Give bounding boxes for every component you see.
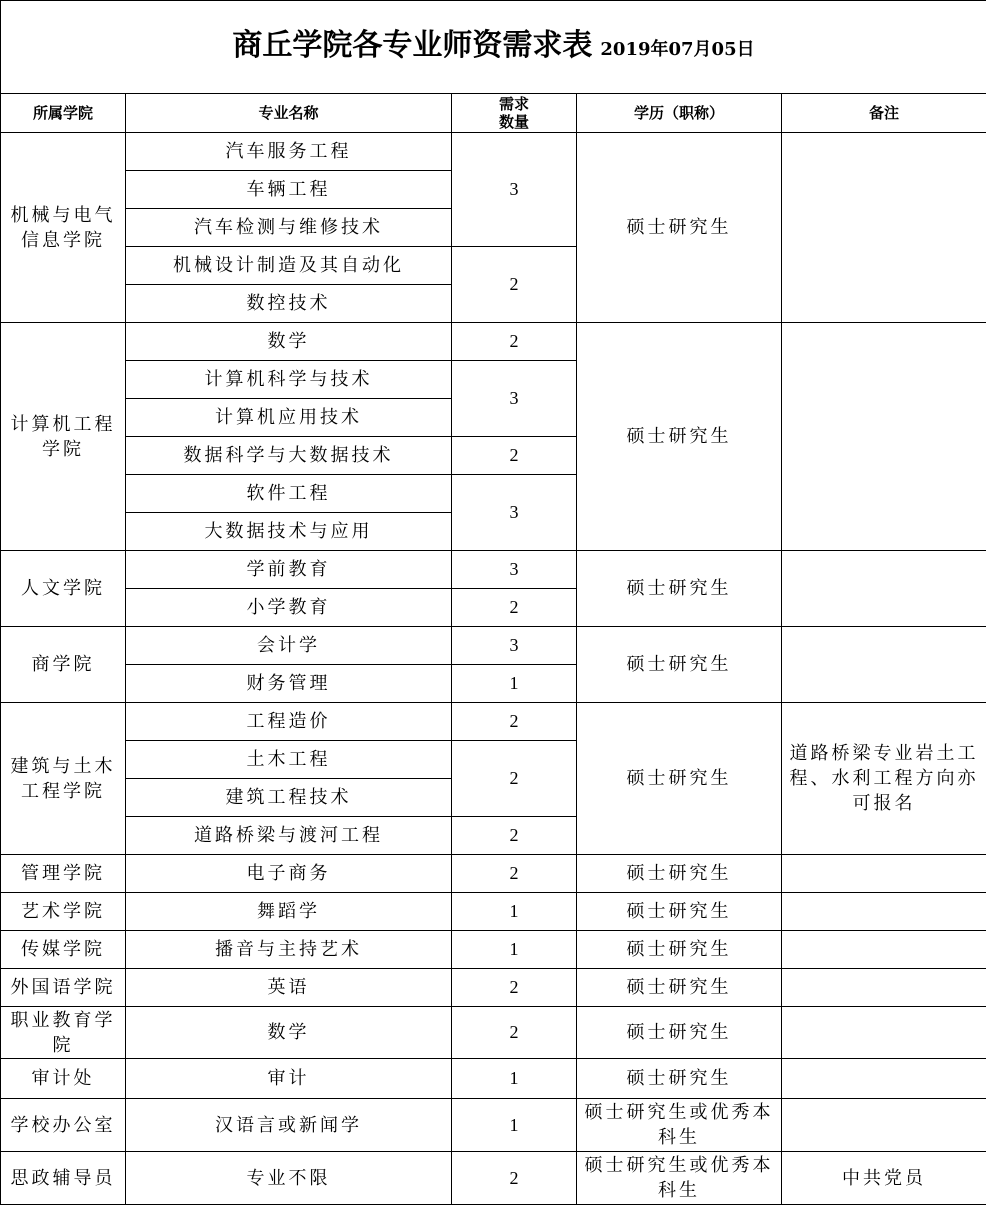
note-cell bbox=[782, 969, 986, 1007]
college-cell: 人文学院 bbox=[1, 551, 126, 627]
major-cell: 财务管理 bbox=[126, 665, 452, 703]
table-row bbox=[1, 1152, 986, 1205]
major-cell: 学前教育 bbox=[126, 551, 452, 589]
header-count-line2: 数量 bbox=[498, 113, 529, 131]
title-date: 2019年07月05日 bbox=[600, 38, 755, 60]
table-row bbox=[1, 931, 986, 969]
header-note: 备注 bbox=[782, 94, 986, 133]
header-degree: 学历（职称） bbox=[577, 94, 782, 133]
table-row bbox=[1, 1059, 986, 1099]
header-row bbox=[1, 94, 986, 133]
count-cell: 2 bbox=[452, 817, 577, 855]
header-college: 所属学院 bbox=[1, 94, 126, 133]
count-cell: 1 bbox=[452, 665, 577, 703]
degree-cell: 硕士研究生 bbox=[577, 969, 782, 1007]
degree-cell: 硕士研究生 bbox=[577, 323, 782, 551]
major-cell: 工程造价 bbox=[126, 703, 452, 741]
college-cell: 思政辅导员 bbox=[1, 1152, 126, 1205]
major-cell: 审计 bbox=[126, 1059, 452, 1099]
major-cell: 专业不限 bbox=[126, 1152, 452, 1205]
note-cell bbox=[782, 323, 986, 551]
degree-cell: 硕士研究生 bbox=[577, 703, 782, 855]
major-cell: 计算机应用技术 bbox=[126, 399, 452, 437]
count-cell: 2 bbox=[452, 437, 577, 475]
major-cell: 计算机科学与技术 bbox=[126, 361, 452, 399]
table-title bbox=[1, 1, 986, 94]
major-cell: 数控技术 bbox=[126, 285, 452, 323]
count-cell: 3 bbox=[452, 627, 577, 665]
count-cell: 2 bbox=[452, 589, 577, 627]
degree-cell: 硕士研究生 bbox=[577, 855, 782, 893]
note-cell bbox=[782, 1099, 986, 1152]
table-row bbox=[1, 893, 986, 931]
degree-cell: 硕士研究生 bbox=[577, 893, 782, 931]
major-cell: 道路桥梁与渡河工程 bbox=[126, 817, 452, 855]
table-row bbox=[1, 133, 986, 171]
note-cell bbox=[782, 893, 986, 931]
note-cell bbox=[782, 855, 986, 893]
note-cell bbox=[782, 551, 986, 627]
major-cell: 数学 bbox=[126, 323, 452, 361]
college-cell: 审计处 bbox=[1, 1059, 126, 1099]
count-cell: 2 bbox=[452, 323, 577, 361]
degree-cell: 硕士研究生或优秀本科生 bbox=[577, 1099, 782, 1152]
major-cell: 汽车检测与维修技术 bbox=[126, 209, 452, 247]
college-cell: 职业教育学院 bbox=[1, 1007, 126, 1059]
major-cell: 数据科学与大数据技术 bbox=[126, 437, 452, 475]
college-cell: 艺术学院 bbox=[1, 893, 126, 931]
count-cell: 1 bbox=[452, 1059, 577, 1099]
major-cell: 车辆工程 bbox=[126, 171, 452, 209]
major-cell: 软件工程 bbox=[126, 475, 452, 513]
degree-cell: 硕士研究生 bbox=[577, 1059, 782, 1099]
degree-cell: 硕士研究生 bbox=[577, 551, 782, 627]
major-cell: 电子商务 bbox=[126, 855, 452, 893]
table-row bbox=[1, 855, 986, 893]
major-cell: 汽车服务工程 bbox=[126, 133, 452, 171]
count-cell: 3 bbox=[452, 551, 577, 589]
count-cell: 2 bbox=[452, 1007, 577, 1059]
count-cell: 3 bbox=[452, 475, 577, 551]
count-cell: 2 bbox=[452, 247, 577, 323]
college-cell: 学校办公室 bbox=[1, 1099, 126, 1152]
note-cell bbox=[782, 931, 986, 969]
college-cell: 建筑与土木工程学院 bbox=[1, 703, 126, 855]
table-row bbox=[1, 703, 986, 741]
table-row bbox=[1, 1099, 986, 1152]
degree-cell: 硕士研究生 bbox=[577, 931, 782, 969]
degree-cell: 硕士研究生 bbox=[577, 133, 782, 323]
count-cell: 2 bbox=[452, 855, 577, 893]
major-cell: 建筑工程技术 bbox=[126, 779, 452, 817]
table-row bbox=[1, 969, 986, 1007]
table-row bbox=[1, 551, 986, 589]
major-cell: 机械设计制造及其自动化 bbox=[126, 247, 452, 285]
count-cell: 1 bbox=[452, 893, 577, 931]
major-cell: 播音与主持艺术 bbox=[126, 931, 452, 969]
major-cell: 大数据技术与应用 bbox=[126, 513, 452, 551]
table-row bbox=[1, 627, 986, 665]
count-cell: 1 bbox=[452, 931, 577, 969]
note-cell bbox=[782, 627, 986, 703]
count-cell: 2 bbox=[452, 969, 577, 1007]
count-cell: 3 bbox=[452, 361, 577, 437]
college-cell: 外国语学院 bbox=[1, 969, 126, 1007]
college-cell: 管理学院 bbox=[1, 855, 126, 893]
note-cell: 中共党员 bbox=[782, 1152, 986, 1205]
degree-cell: 硕士研究生或优秀本科生 bbox=[577, 1152, 782, 1205]
degree-cell: 硕士研究生 bbox=[577, 627, 782, 703]
table-row bbox=[1, 323, 986, 361]
major-cell: 土木工程 bbox=[126, 741, 452, 779]
header-count bbox=[452, 94, 577, 133]
note-cell: 道路桥梁专业岩土工程、水利工程方向亦可报名 bbox=[782, 703, 986, 855]
table-row bbox=[1, 1007, 986, 1059]
college-cell: 机械与电气信息学院 bbox=[1, 133, 126, 323]
header-count-line1: 需求 bbox=[498, 95, 529, 113]
college-cell: 计算机工程学院 bbox=[1, 323, 126, 551]
college-cell: 商学院 bbox=[1, 627, 126, 703]
note-cell bbox=[782, 1059, 986, 1099]
major-cell: 会计学 bbox=[126, 627, 452, 665]
note-cell bbox=[782, 133, 986, 323]
major-cell: 汉语言或新闻学 bbox=[126, 1099, 452, 1152]
major-cell: 数学 bbox=[126, 1007, 452, 1059]
count-cell: 2 bbox=[452, 703, 577, 741]
major-cell: 舞蹈学 bbox=[126, 893, 452, 931]
degree-cell: 硕士研究生 bbox=[577, 1007, 782, 1059]
header-major: 专业名称 bbox=[126, 94, 452, 133]
count-cell: 2 bbox=[452, 741, 577, 817]
note-cell bbox=[782, 1007, 986, 1059]
college-cell: 传媒学院 bbox=[1, 931, 126, 969]
count-cell: 2 bbox=[452, 1152, 577, 1205]
count-cell: 3 bbox=[452, 133, 577, 247]
major-cell: 小学教育 bbox=[126, 589, 452, 627]
title-text: 商丘学院各专业师资需求表 bbox=[232, 27, 593, 63]
count-cell: 1 bbox=[452, 1099, 577, 1152]
major-cell: 英语 bbox=[126, 969, 452, 1007]
